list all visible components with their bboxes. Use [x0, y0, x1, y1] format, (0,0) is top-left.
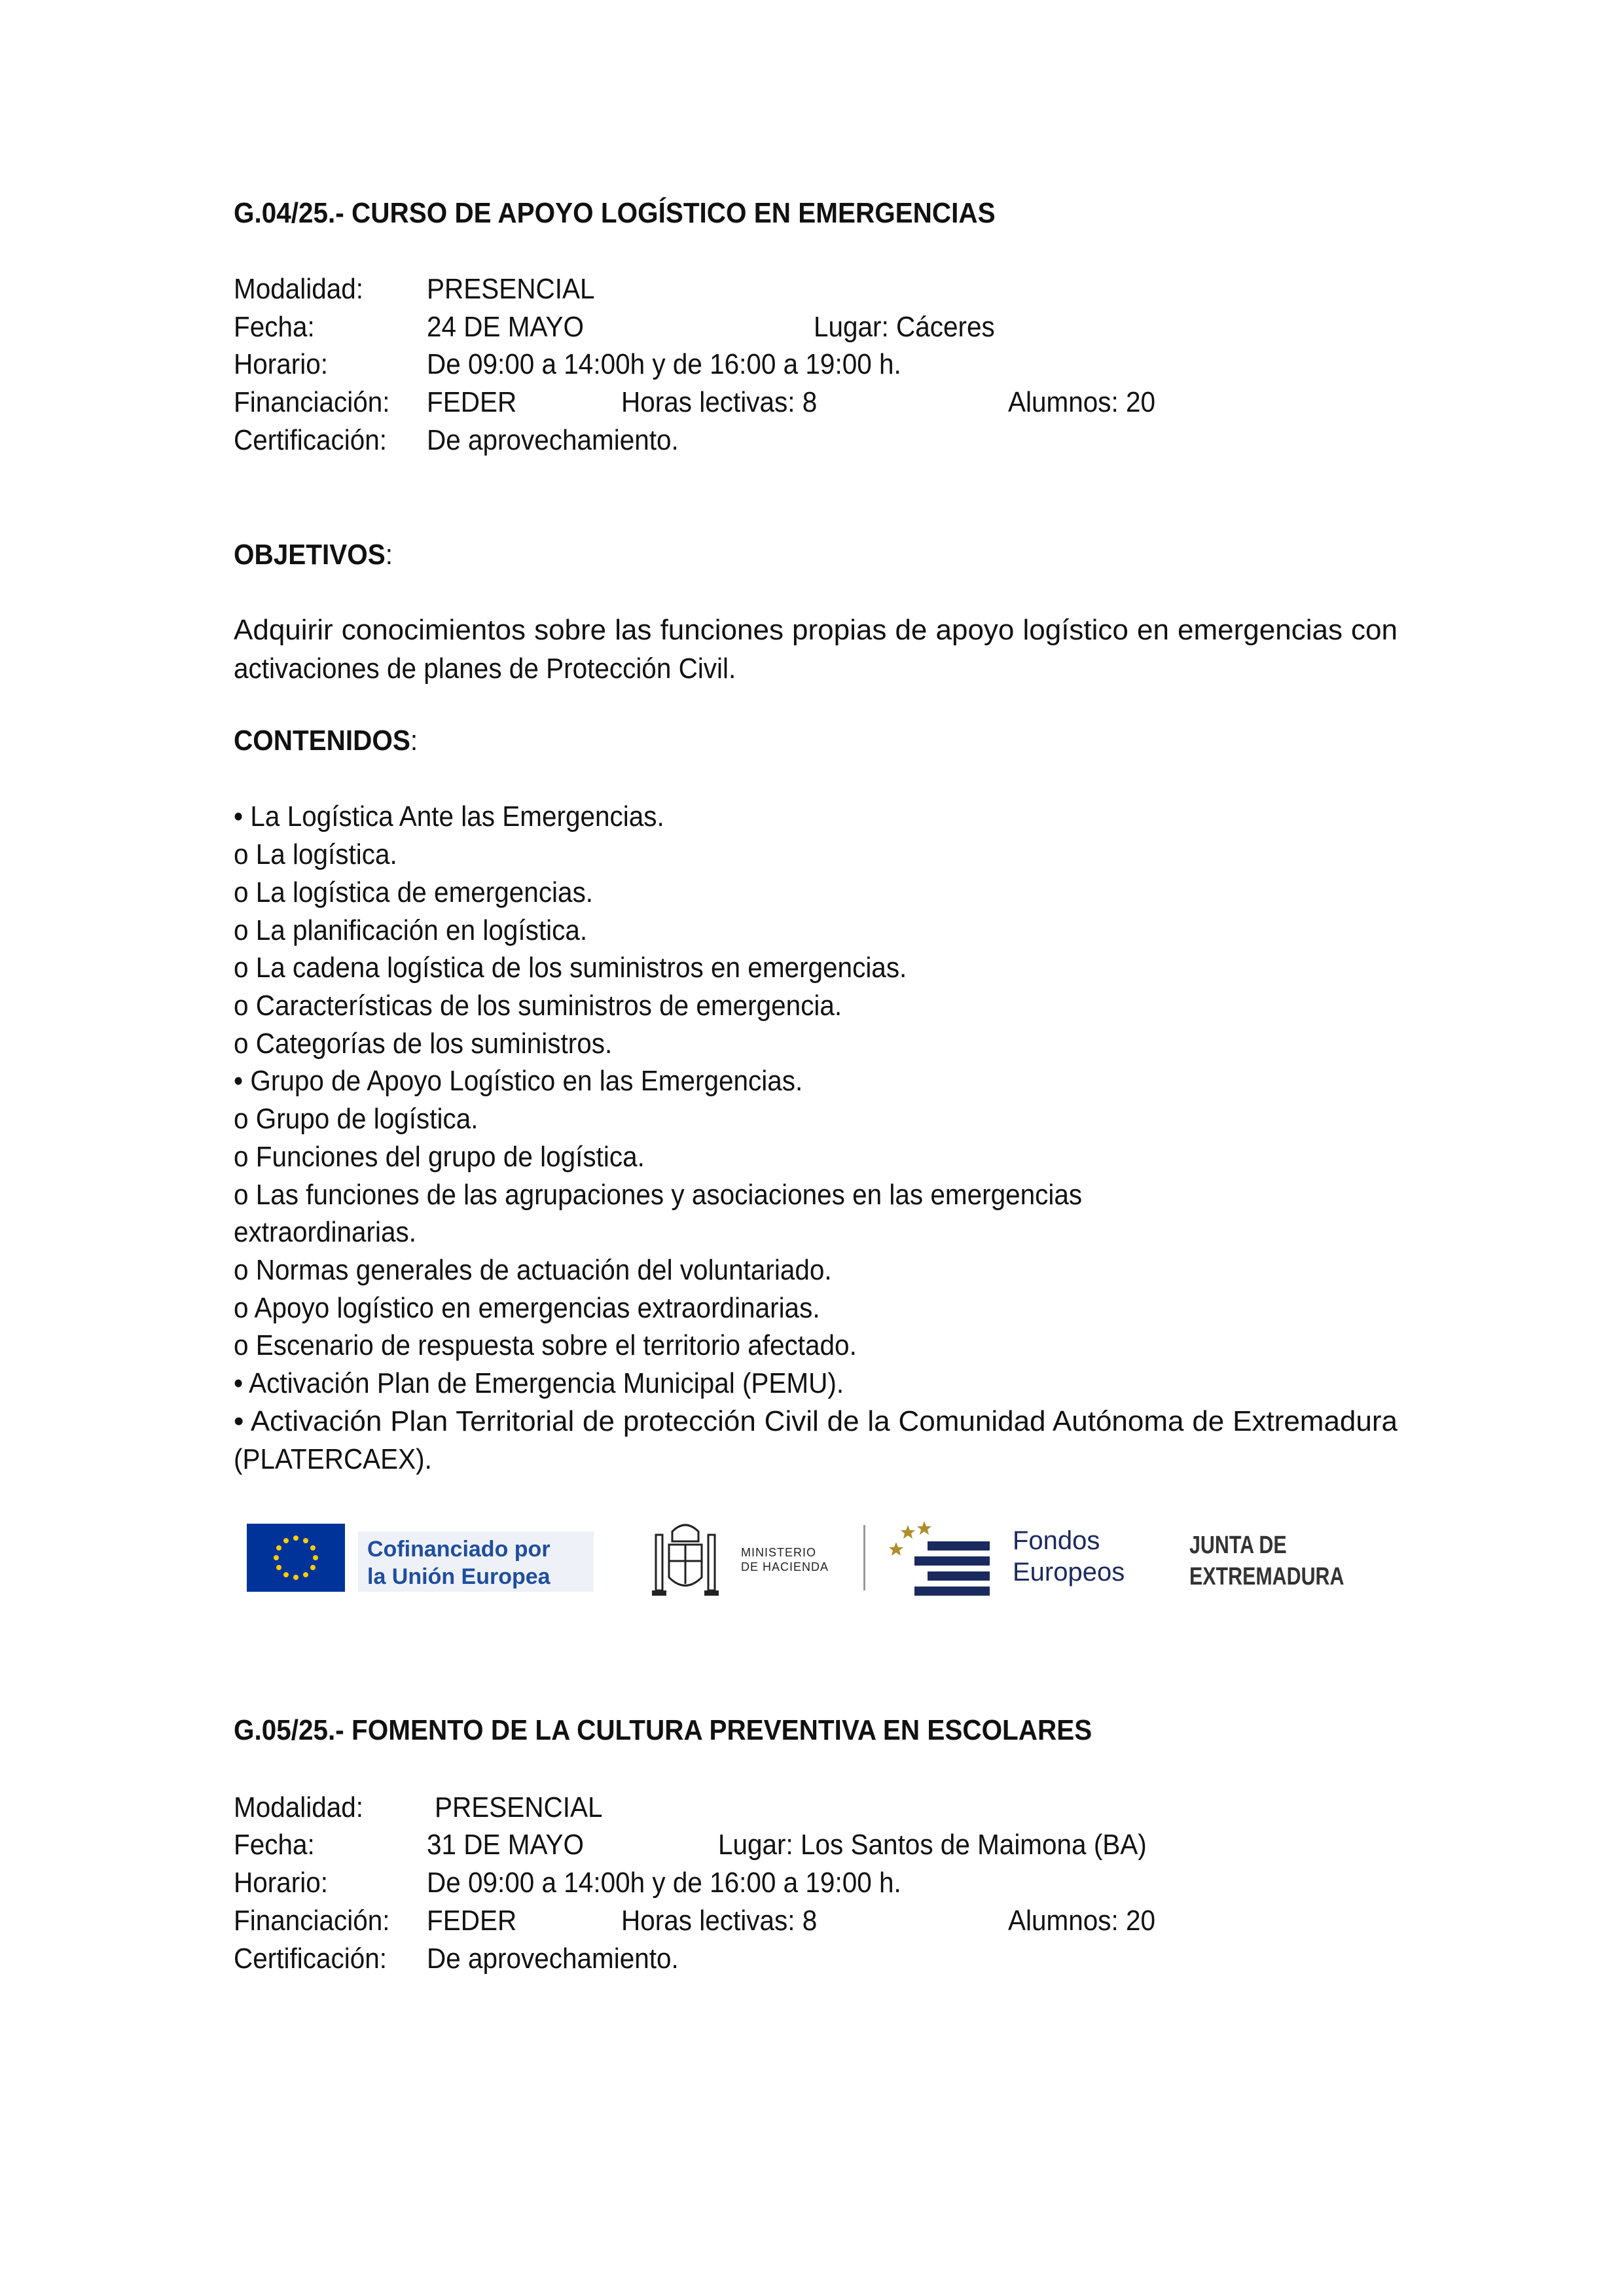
certificacion-value: De aprovechamiento.: [427, 1943, 679, 1975]
funding-logos: [234, 1505, 1399, 1610]
ministerio-line2: DE HACIENDA: [741, 1560, 829, 1573]
list-item: o La cadena logística de los suministros en emergencias.: [234, 952, 907, 984]
list-item: (PLATERCAEX).: [234, 1443, 432, 1475]
fecha-label: Fecha:: [234, 311, 315, 343]
eu-stars-icon: [247, 1524, 345, 1592]
list-item: • Activación Plan de Emergencia Municipal (PEMU).: [234, 1367, 844, 1399]
logo-divider: [863, 1525, 865, 1590]
list-item: o Funciones del grupo de logística.: [234, 1141, 645, 1173]
financiacion-value: FEDER: [427, 386, 517, 418]
certificacion-label: Certificación:: [234, 1943, 387, 1975]
horas-lectivas: Horas lectivas: 8: [621, 1905, 818, 1937]
certificacion-label: Certificación:: [234, 424, 387, 456]
modalidad-label: Modalidad:: [234, 1791, 364, 1823]
coat-of-arms-icon: [643, 1518, 728, 1604]
contenidos-colon: :: [410, 725, 418, 757]
junta-line1: JUNTA DE: [1189, 1532, 1287, 1559]
list-item: o La planificación en logística.: [234, 914, 588, 946]
horario-label: Horario:: [234, 1867, 328, 1899]
list-item: o La logística.: [234, 838, 397, 870]
horario-value: De 09:00 a 14:00h y de 16:00 a 19:00 h.: [427, 348, 901, 380]
horario-value: De 09:00 a 14:00h y de 16:00 a 19:00 h.: [427, 1867, 901, 1899]
course2-title: G.05/25.- FOMENTO DE LA CULTURA PREVENTIVA EN ESCOLARES: [234, 1714, 1092, 1746]
contenidos-heading-line: [234, 726, 418, 755]
lugar-value: Lugar: Cáceres: [814, 311, 995, 343]
fecha-label: Fecha:: [234, 1829, 315, 1861]
modalidad-label: Modalidad:: [234, 273, 364, 305]
modalidad-value: PRESENCIAL: [427, 273, 595, 305]
fondos-line2: Europeos: [1013, 1558, 1125, 1587]
modalidad-value: PRESENCIAL: [435, 1791, 603, 1823]
list-item: o La logística de emergencias.: [234, 876, 594, 908]
financiacion-label: Financiación:: [234, 1905, 390, 1937]
course1-title: G.04/25.- CURSO DE APOYO LOGÍSTICO EN EMERGENCIAS: [234, 197, 996, 229]
fondos-line1: Fondos: [1013, 1526, 1100, 1555]
list-item: o Categorías de los suministros.: [234, 1028, 613, 1060]
list-item: o Apoyo logístico en emergencias extraordinarias.: [234, 1292, 820, 1324]
list-item: o Características de los suministros de emergencia.: [234, 990, 842, 1022]
eu-line1: Cofinanciado por: [367, 1537, 550, 1562]
horario-label: Horario:: [234, 348, 328, 380]
objetivos-heading-line: [234, 541, 393, 569]
alumnos: Alumnos: 20: [1008, 386, 1156, 418]
objetivos-paragraph-line1: Adquirir conocimientos sobre las funciones propias de apoyo logístico en emergencias con: [234, 614, 1398, 646]
fecha-value: 24 DE MAYO: [427, 311, 584, 343]
list-item: • La Logística Ante las Emergencias.: [234, 800, 664, 833]
objetivos-heading: OBJETIVOS: [234, 539, 386, 571]
financiacion-value: FEDER: [427, 1905, 517, 1937]
eu-cofinanciado-label: [358, 1532, 594, 1592]
certificacion-value: De aprovechamiento.: [427, 424, 679, 456]
horas-lectivas: Horas lectivas: 8: [621, 386, 818, 418]
objetivos-colon: :: [385, 539, 393, 571]
fondos-europeos-icon: [888, 1518, 993, 1600]
list-item: o Escenario de respuesta sobre el territorio afectado.: [234, 1329, 857, 1361]
junta-line2: EXTREMADURA: [1189, 1563, 1344, 1590]
objetivos-paragraph-line2: activaciones de planes de Protección Civil.: [234, 653, 736, 685]
alumnos: Alumnos: 20: [1008, 1905, 1156, 1937]
fecha-value: 31 DE MAYO: [427, 1829, 584, 1861]
list-item: o Normas generales de actuación del voluntariado.: [234, 1254, 832, 1286]
ministerio-line1: MINISTERIO: [741, 1546, 817, 1559]
eu-flag-logo: [247, 1524, 345, 1592]
financiacion-label: Financiación:: [234, 386, 390, 418]
contenidos-heading: CONTENIDOS: [234, 725, 410, 757]
list-item: extraordinarias.: [234, 1216, 417, 1248]
list-item: o Las funciones de las agrupaciones y asociaciones en las emergencias: [234, 1179, 1083, 1211]
list-item: • Grupo de Apoyo Logístico en las Emergencias.: [234, 1065, 803, 1097]
list-item: • Activación Plan Territorial de protección Civil de la Comunidad Autónoma de Extremadura: [234, 1405, 1398, 1437]
eu-line2: la Unión Europea: [367, 1564, 550, 1589]
lugar-value: Lugar: Los Santos de Maimona (BA): [718, 1829, 1147, 1861]
list-item: o Grupo de logística.: [234, 1103, 478, 1135]
